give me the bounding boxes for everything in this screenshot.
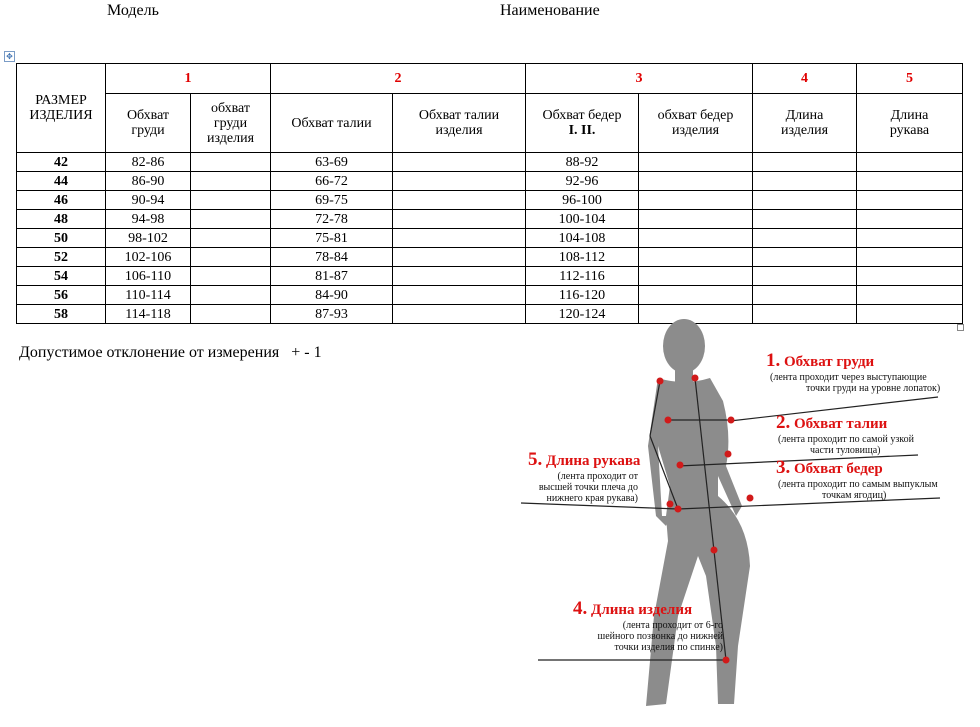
hips-garment-cell	[639, 267, 753, 286]
annotation-desc-line: (лента проходит от 6-го	[622, 620, 723, 631]
size-header: РАЗМЕР ИЗДЕЛИЯ	[17, 64, 106, 153]
product-length-cell	[753, 191, 857, 210]
chest-garment-cell	[191, 229, 271, 248]
hips-cell: 104-108	[526, 229, 639, 248]
hips-cell: 100-104	[526, 210, 639, 229]
hips-garment-cell	[639, 210, 753, 229]
chest-garment-cell	[191, 210, 271, 229]
subheader-hips	[526, 94, 639, 153]
size-cell: 50	[17, 229, 106, 248]
group-number-5: 5	[857, 64, 963, 94]
annotation-number: 4.	[573, 598, 588, 619]
size-cell: 58	[17, 305, 106, 324]
annotation-title: Обхват талии	[794, 416, 888, 432]
hips-cell: 108-112	[526, 248, 639, 267]
product-length-cell	[753, 248, 857, 267]
table-row	[17, 172, 963, 191]
chest-cell: 98-102	[106, 229, 191, 248]
table-row	[17, 210, 963, 229]
annotation-number: 3.	[776, 457, 791, 478]
hips-garment-cell	[639, 248, 753, 267]
chest-cell: 106-110	[106, 267, 191, 286]
chest-cell: 102-106	[106, 248, 191, 267]
table-row	[17, 229, 963, 248]
chest-cell: 90-94	[106, 191, 191, 210]
annotation-title: Обхват бедер	[794, 461, 883, 477]
annotation-desc-line: точки изделия по спинке)	[614, 642, 723, 653]
tolerance-text: Допустимое отклонение от измерения	[19, 344, 280, 361]
sleeve-length-cell	[857, 210, 963, 229]
sleeve-length-cell	[857, 248, 963, 267]
table-move-handle-icon[interactable]: ✥	[4, 51, 15, 62]
group-number-3: 3	[526, 64, 753, 94]
product-length-cell	[753, 267, 857, 286]
table-row	[17, 267, 963, 286]
table-row	[17, 153, 963, 172]
annotation-product-length	[573, 598, 723, 653]
size-cell: 54	[17, 267, 106, 286]
table-row	[17, 191, 963, 210]
name-label: Наименование	[500, 2, 600, 19]
size-cell: 46	[17, 191, 106, 210]
hips-cell: 112-116	[526, 267, 639, 286]
chest-cell: 86-90	[106, 172, 191, 191]
subheader-sleeve-length: Длина рукава	[857, 94, 963, 153]
hips-cell: 116-120	[526, 286, 639, 305]
sleeve-length-cell	[857, 229, 963, 248]
sleeve-length-cell	[857, 153, 963, 172]
waist-garment-cell	[393, 286, 526, 305]
group-number-4: 4	[753, 64, 857, 94]
hips-garment-cell	[639, 229, 753, 248]
size-cell: 56	[17, 286, 106, 305]
waist-garment-cell	[393, 153, 526, 172]
waist-cell: 87-93	[271, 305, 393, 324]
sleeve-length-cell	[857, 191, 963, 210]
waist-cell: 63-69	[271, 153, 393, 172]
sleeve-length-cell	[857, 172, 963, 191]
annotation-desc-line: части туловища)	[810, 445, 881, 456]
chest-cell: 114-118	[106, 305, 191, 324]
annotation-desc-line: (лента проходит через выступающие	[770, 372, 927, 383]
size-cell: 42	[17, 153, 106, 172]
annotation-desc-line: шейного позвонка до нижней	[597, 631, 723, 642]
waist-cell: 66-72	[271, 172, 393, 191]
annotation-number: 1.	[766, 350, 781, 371]
chest-garment-cell	[191, 153, 271, 172]
size-cell: 52	[17, 248, 106, 267]
table-row	[17, 248, 963, 267]
chest-garment-cell	[191, 248, 271, 267]
waist-garment-cell	[393, 248, 526, 267]
subheader-chest: Обхват груди	[106, 94, 191, 153]
product-length-cell	[753, 286, 857, 305]
size-cell: 48	[17, 210, 106, 229]
waist-garment-cell	[393, 191, 526, 210]
chest-cell: 110-114	[106, 286, 191, 305]
annotation-desc-line: нижнего края рукава)	[546, 493, 638, 504]
subheader-hips-text: Обхват бедер I. II.	[542, 108, 622, 138]
hips-garment-cell	[639, 191, 753, 210]
subheader-hips-garment: обхват бедер изделия	[639, 94, 753, 153]
annotation-desc-line: точкам ягодиц)	[822, 490, 887, 501]
waist-cell: 72-78	[271, 210, 393, 229]
chest-garment-cell	[191, 305, 271, 324]
annotation-title: Длина рукава	[546, 453, 641, 469]
size-table	[16, 63, 963, 324]
measurement-figure	[518, 316, 958, 716]
table-row	[17, 286, 963, 305]
hips-garment-cell	[639, 172, 753, 191]
chest-cell: 82-86	[106, 153, 191, 172]
waist-cell: 84-90	[271, 286, 393, 305]
size-cell: 44	[17, 172, 106, 191]
chest-cell: 94-98	[106, 210, 191, 229]
hips-cell: 96-100	[526, 191, 639, 210]
annotation-desc-line: высшей точки плеча до	[538, 482, 638, 493]
waist-garment-cell	[393, 172, 526, 191]
tolerance-value: + - 1	[291, 344, 322, 361]
annotation-chest	[766, 350, 940, 394]
annotation-title: Длина изделия	[591, 602, 693, 618]
chest-garment-cell	[191, 286, 271, 305]
annotation-desc-line: (лента проходит по самым выпуклым	[778, 479, 938, 490]
waist-garment-cell	[393, 229, 526, 248]
product-length-cell	[753, 210, 857, 229]
hips-cell: 88-92	[526, 153, 639, 172]
annotation-number: 2.	[776, 412, 791, 433]
waist-garment-cell	[393, 267, 526, 286]
hips-garment-cell	[639, 153, 753, 172]
subheader-waist: Обхват талии	[271, 94, 393, 153]
sleeve-length-cell	[857, 267, 963, 286]
annotation-desc-line: (лента проходит по самой узкой	[778, 434, 914, 445]
chest-garment-cell	[191, 172, 271, 191]
chest-garment-cell	[191, 267, 271, 286]
annotation-title: Обхват груди	[784, 354, 875, 370]
waist-cell: 75-81	[271, 229, 393, 248]
hips-garment-cell	[639, 286, 753, 305]
annotation-sleeve-length	[528, 449, 640, 504]
hips-cell: 92-96	[526, 172, 639, 191]
annotation-number: 5.	[528, 449, 543, 470]
waist-cell: 69-75	[271, 191, 393, 210]
product-length-cell	[753, 153, 857, 172]
product-length-cell	[753, 229, 857, 248]
annotation-waist	[776, 412, 914, 456]
sleeve-length-cell	[857, 286, 963, 305]
annotation-desc-line: точки груди на уровне лопаток)	[806, 383, 941, 394]
table-resize-handle[interactable]	[957, 324, 964, 331]
product-length-cell	[753, 172, 857, 191]
waist-garment-cell	[393, 210, 526, 229]
tolerance-note	[19, 344, 322, 362]
annotation-desc-line: (лента проходит от	[557, 471, 638, 482]
subheader-chest-garment: обхват груди изделия	[191, 94, 271, 153]
subheader-product-length: Длина изделия	[753, 94, 857, 153]
subheader-waist-garment: Обхват талии изделия	[393, 94, 526, 153]
waist-garment-cell	[393, 305, 526, 324]
chest-garment-cell	[191, 191, 271, 210]
waist-cell: 81-87	[271, 267, 393, 286]
model-label: Модель	[107, 2, 159, 19]
waist-cell: 78-84	[271, 248, 393, 267]
hips-cell: 120-124	[526, 305, 639, 324]
annotation-hips	[776, 457, 938, 501]
group-number-2: 2	[271, 64, 526, 94]
group-number-1: 1	[106, 64, 271, 94]
